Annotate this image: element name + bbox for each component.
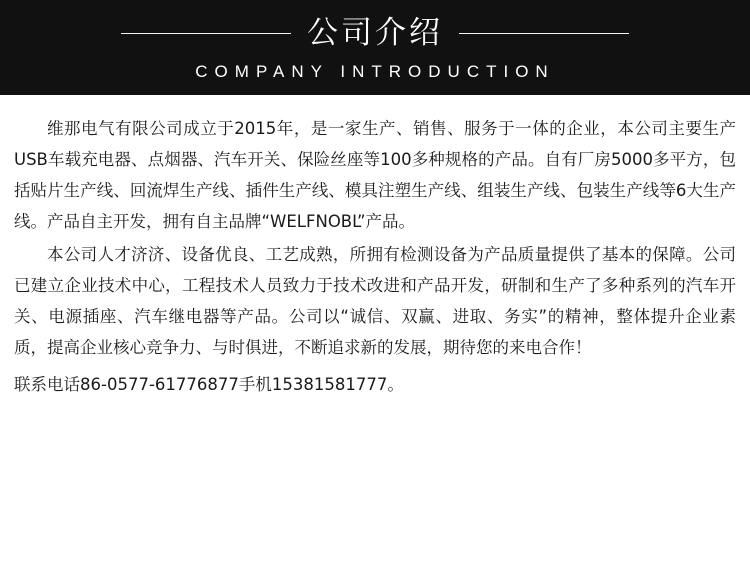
contact-line: 联系电话86-0577-61776877手机15381581777。 — [14, 375, 404, 394]
title-rule-right — [459, 33, 629, 34]
page-subtitle: COMPANY INTRODUCTION — [195, 62, 555, 81]
paragraph-2: 本公司人才济济、设备优良、工艺成熟，所拥有检测设备为产品质量提供了基本的保障。公司已建立企业技术中心，工程技术人员致力于技术改进和产品开发，研制和生产了多种系列的汽车开关、电源插座、汽车继电器等产品。公司以“诚信、双赢、进取、务实”的精神，整体提升企业素质，提高企业核心竞争力、与时俱进，不断追求新的发展，期待您的来电合作！ — [14, 245, 736, 357]
title-rule-left — [121, 33, 291, 34]
header-banner — [0, 0, 750, 95]
introduction-content — [0, 95, 750, 400]
header-title-row — [0, 0, 750, 50]
page-title: 公司介绍 — [307, 15, 443, 51]
paragraph-1: 维那电气有限公司成立于2015年，是一家生产、销售、服务于一体的企业，本公司主要生产USB车载充电器、点烟器、汽车开关、保险丝座等100多种规格的产品。自有厂房5000多平方，包括贴片生产线、回流焊生产线、插件生产线、模具注塑生产线、组装生产线、包装生产线等6大生产线。产品自主开发，拥有自主品牌“WELFNOBL”产品。 — [14, 119, 736, 231]
